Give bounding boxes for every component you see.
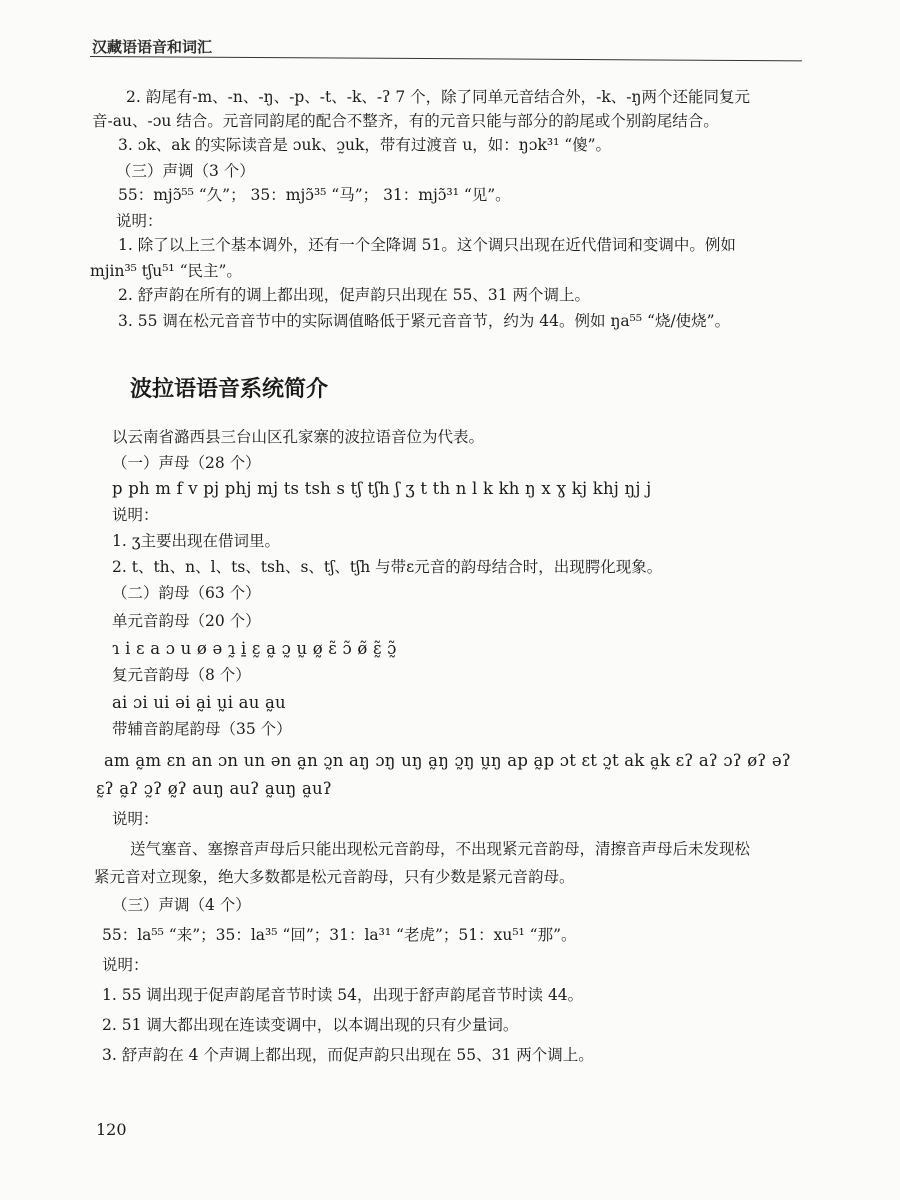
body-line: 2. t、th、n、l、ts、tsh、s、tʃ、tʃh 与带ɛ元音的韵母结合时，出现腭化现象。 — [112, 558, 663, 576]
header-rule — [90, 56, 802, 61]
body-line: 音-au、-ɔu 结合。元音同韵尾的配合不整齐，有的元音只能与部分的韵尾或个别韵尾结合。 — [92, 112, 719, 130]
ipa-line: ɛ̰ʔ a̰ʔ ɔ̰ʔ ø̰ʔ auŋ auʔ a̰uŋ a̰uʔ — [96, 779, 332, 798]
body-line: 以云南省潞西县三台山区孔家寨的波拉语音位为代表。 — [112, 428, 485, 446]
body-line: 3. 55 调在松元音音节中的实际调值略低于紧元音音节，约为 44。例如 ŋa⁵⁵ “烧/使烧”。 — [118, 312, 731, 330]
subheading: （三）声调（3 个） — [116, 162, 255, 180]
subheading: 带辅音韵尾韵母（35 个） — [112, 720, 292, 738]
running-header: 汉藏语语音和词汇 — [92, 38, 213, 56]
body-line: 2. 51 调大都出现在连读变调中，以本调出现的只有少量词。 — [102, 1016, 519, 1034]
subheading: （一）声母（28 个） — [112, 454, 261, 472]
ipa-line: p ph m f v pj phj mj ts tsh s tʃ tʃh ʃ ʒ t th n l k kh ŋ x ɣ kj khj ŋj j — [112, 479, 652, 498]
body-line: mjin³⁵ tʃu⁵¹ “民主”。 — [90, 262, 242, 280]
body-line: 2. 韵尾有-m、-n、-ŋ、-p、-t、-k、-ʔ 7 个，除了同单元音结合外，-k、-ŋ两个还能同复元 — [126, 88, 750, 106]
body-line: 1. 55 调出现于促声韵尾音节时读 54，出现于舒声韵尾音节时读 44。 — [102, 986, 584, 1004]
ipa-line: am a̰m ɛn an ɔn un ən a̰n ɔ̰n aŋ ɔŋ uŋ a̰ŋ ɔ̰ŋ ṵŋ ap a̰p ɔt ɛt ɔ̰t ak a̰k ɛʔ aʔ ɔʔ øʔ əʔ — [104, 751, 791, 770]
body-line: 1. ʒ主要出现在借词里。 — [112, 532, 280, 550]
body-line: 说明： — [112, 506, 159, 524]
subheading: （三）声调（4 个） — [112, 896, 251, 914]
body-line: 3. ɔk、ak 的实际读音是 ɔuk、ɔ̰uk，带有过渡音 u，如：ŋɔk³¹ “傻”。 — [118, 136, 612, 154]
body-line: 说明： — [116, 212, 163, 230]
ipa-line: ai ɔi ui əi a̰i ṵi au a̰u — [112, 693, 286, 712]
subheading: 单元音韵母（20 个） — [112, 612, 261, 630]
body-line: 55：mjɔ̃⁵⁵ “久”； 35：mjɔ̃³⁵ “马”； 31：mjɔ̃³¹ “见”。 — [118, 186, 511, 204]
body-line: 紧元音对立现象，绝大多数都是松元音韵母，只有少数是紧元音韵母。 — [94, 868, 575, 886]
body-line: 送气塞音、塞擦音声母后只能出现松元音韵母，不出现紧元音韵母，清擦音声母后未发现松 — [130, 840, 751, 858]
body-line: 3. 舒声韵在 4 个声调上都出现，而促声韵只出现在 55、31 两个调上。 — [102, 1046, 594, 1064]
body-line: 说明： — [102, 956, 149, 974]
page-number: 120 — [96, 1120, 127, 1139]
ipa-line: ɿ i ɛ a ɔ u ø ə ɿ̰ i̱ ɛ̰ a̰ ɔ̰ ṵ ø̰ ɛ̃ ɔ̃ ø̃ ɛ̰̃ ɔ̰̃ — [112, 639, 397, 658]
body-line: 说明： — [112, 810, 159, 828]
section-heading: 波拉语语音系统简介 — [130, 377, 329, 402]
subheading: （二）韵母（63 个） — [112, 584, 261, 602]
body-line: 55：la⁵⁵ “来”；35：la³⁵ “回”；31：la³¹ “老虎”；51：xu⁵¹ “那”。 — [102, 926, 577, 944]
body-line: 2. 舒声韵在所有的调上都出现，促声韵只出现在 55、31 两个调上。 — [118, 286, 591, 304]
subheading: 复元音韵母（8 个） — [112, 666, 251, 684]
body-line: 1. 除了以上三个基本调外，还有一个全降调 51。这个调只出现在近代借词和变调中。例如 — [118, 236, 736, 254]
